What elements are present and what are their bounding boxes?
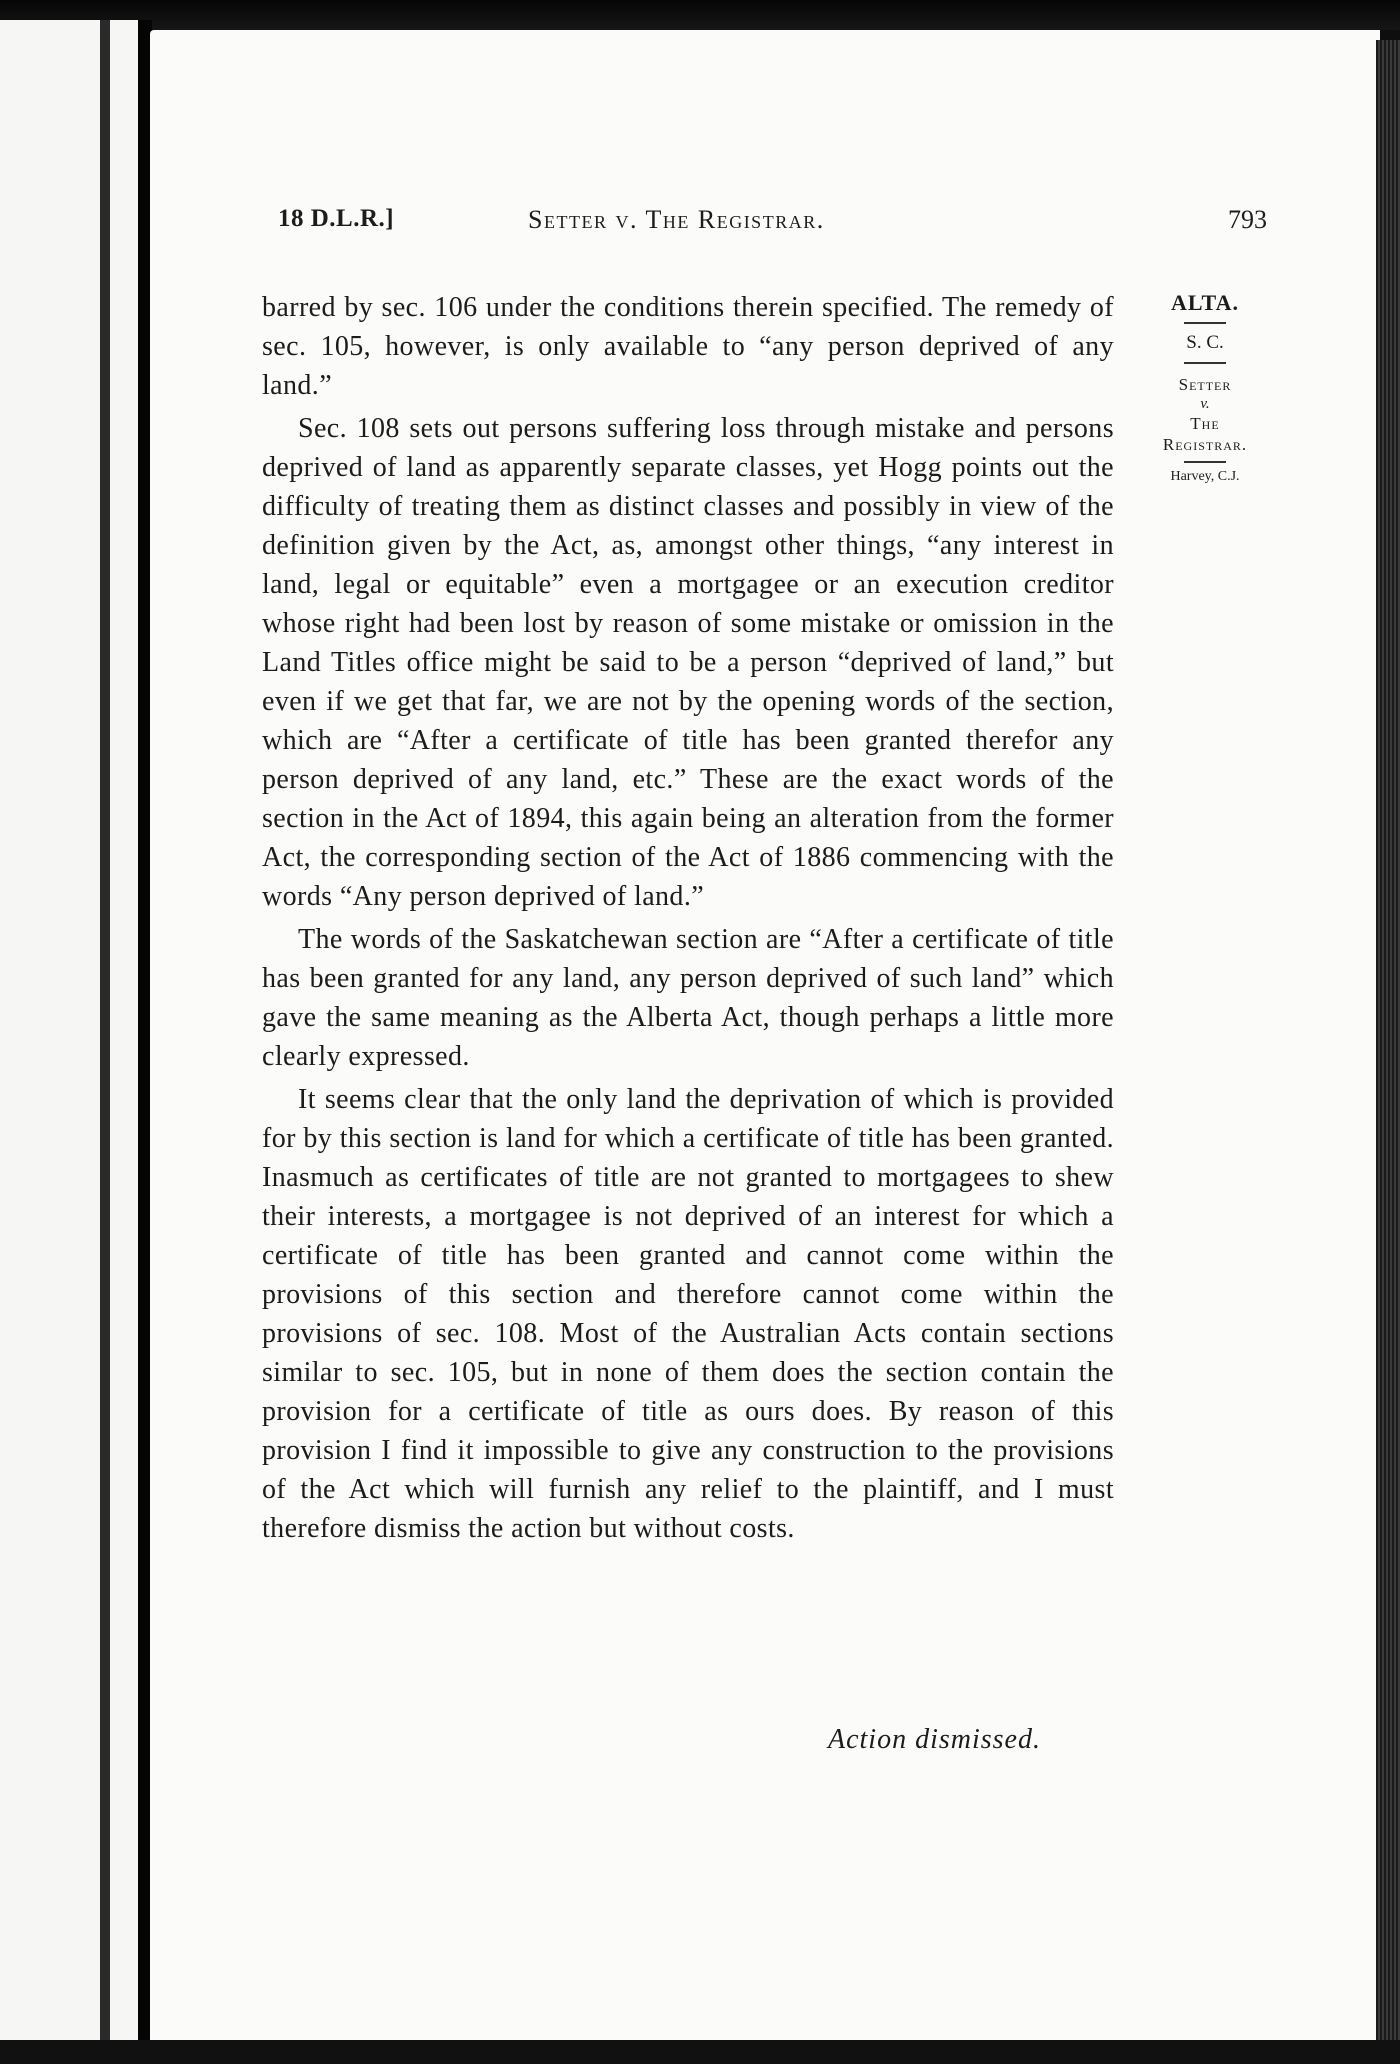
facing-page-edge (100, 20, 110, 2050)
facing-page (0, 20, 138, 2050)
margin-rule (1184, 461, 1226, 463)
margin-party-2a: The (1190, 414, 1220, 433)
running-head-title: Setter v. The Registrar. (528, 205, 825, 234)
scan-bottom-border (0, 2040, 1400, 2064)
margin-rule (1184, 322, 1226, 324)
paragraph-2: Sec. 108 sets out persons suffering loss through mistake and persons deprived of land as apparently separate classes, yet Hogg points out the difficulty of treating them as distinct classes and possibly in view of the definition given by the Act, as, amongst other things, “any interest in land, legal or equitable” even a mortgagee or an execution creditor whose right had been lost by reason of some mistake or omission in the Land Titles office might be said to be a person “deprived of land,” but even if we get that far, we are not by the opening words of the section, which are “After a certificate of title has been granted therefor any person deprived of any land, etc.” These are the exact words of the section in the Act of 1894, this again being an alteration from the former Act, the corresponding section of the Act of 1886 commencing with the words “Any person deprived of land.” (262, 413, 1114, 912)
paragraph-4: It seems clear that the only land the deprivation of which is provided for by this section is land for which a certificate of title has been granted. Inasmuch as certificates of title are not granted to mortgagees to shew their interests, a mortgagee is not deprived of an interest for which a certificate of title has been granted and cannot come within the provisions of this section and therefore cannot come within the provisions of sec. 108. Most of the Australian Acts contain sections similar to sec. 105, but in none of them does the section contain the provision for a certificate of title as ours does. By reason of this provision I find it impossible to give any construction to the provisions of the Act which will furnish any relief to the plaintiff, and I must therefore dismiss the action but without costs. (262, 1084, 1114, 1544)
margin-versus: v. (1200, 396, 1210, 412)
scan-top-border (0, 0, 1400, 30)
margin-party-2b: Registrar. (1162, 435, 1248, 454)
margin-party-1: Setter (1178, 375, 1232, 394)
body-text (262, 288, 1114, 1552)
paragraph-1: barred by sec. 106 under the conditions therein specified. The remedy of sec. 105, however, is only available to “any person deprived of any land.” (262, 292, 1114, 401)
page-fore-edge (1376, 40, 1400, 2064)
paragraph-3: The words of the Saskatchewan section are “After a certificate of title has been granted for any land, any person deprived of such land” which gave the same meaning as the Alberta Act, though perhaps a little more clearly expressed. (262, 924, 1114, 1072)
margin-note (1140, 290, 1270, 485)
margin-jurisdiction: ALTA. (1171, 290, 1239, 315)
closing-line: Action dismissed. (828, 1724, 1041, 1755)
margin-judge: Harvey, C.J. (1170, 469, 1240, 484)
margin-court: S. C. (1186, 332, 1224, 353)
page-number: 793 (1228, 205, 1267, 234)
running-head-volume: 18 D.L.R.] (278, 205, 395, 232)
